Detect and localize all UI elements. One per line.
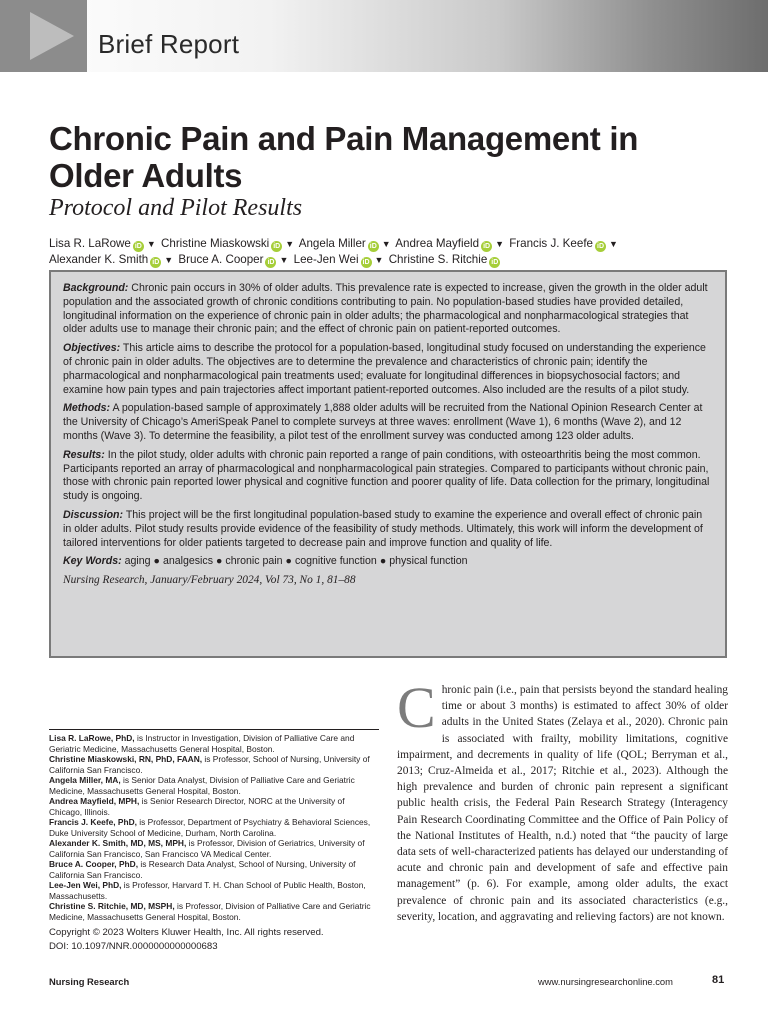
orcid-icon[interactable]: iD <box>597 243 604 250</box>
keyword: cognitive function <box>294 555 377 568</box>
author[interactable]: Christine Miaskowski <box>161 237 270 250</box>
affiliation-item: Christine S. Ritchie, MD, MSPH, is Professor, Division of Palliative Care and Geriatric Medicine, Massachusetts General Hospital, Boston. <box>49 901 371 922</box>
author-line-2 <box>49 252 749 268</box>
orcid-icon[interactable]: iD <box>362 259 370 266</box>
article-subtitle: Protocol and Pilot Results <box>49 195 303 221</box>
abstract-box <box>49 270 727 658</box>
banner-box <box>0 0 87 72</box>
page-number: 81 <box>712 974 725 986</box>
triangle-icon: ▼ <box>495 239 504 249</box>
copyright: Copyright © 2023 Wolters Kluwer Health, Inc. All rights reserved. <box>49 927 324 938</box>
orcid-icon[interactable]: iD <box>267 259 275 266</box>
orcid-icon[interactable]: iD <box>369 243 377 250</box>
author[interactable]: Alexander K. Smith <box>49 253 149 266</box>
author-line-1 <box>49 236 749 252</box>
abstract-objectives: Objectives: This article aims to describe the protocol for a population-based, longitudinal study focused on understanding the experience of chronic pain in older adults. The objectives are to determine the prevalence and characteristics of chronic pain; identify the pharmacological and nonpharmacological pain treatments used; evaluate for longitudinal differences in biopsychosocial factors; and examine how pain types and pain trajectories affect important patient-reported outcomes. Also included are the results of a pilot study. <box>63 342 706 396</box>
footer-url[interactable]: www.nursingresearchonline.com <box>538 976 673 987</box>
author[interactable]: Christine S. Ritchie <box>388 253 488 266</box>
author[interactable]: Bruce A. Cooper <box>178 253 264 266</box>
bullet-icon: ● <box>216 555 223 568</box>
triangle-icon: ▼ <box>164 255 174 265</box>
triangle-icon: ▼ <box>381 239 391 249</box>
keyword: physical function <box>389 555 468 568</box>
affiliation-item: Alexander K. Smith, MD, MS, MPH, is Professor, Division of Geriatrics, University of California San Francisco, San Francisco VA Medical Center. <box>49 838 365 859</box>
citation: Nursing Research, January/February 2024, Vol 73, No 1, 81–88 <box>63 574 356 587</box>
orcid-icon[interactable]: iD <box>134 243 142 250</box>
triangle-icon: ▼ <box>609 239 618 249</box>
keyword: chronic pain <box>225 555 283 568</box>
doi-link[interactable]: DOI: 10.1097/NNR.0000000000000683 <box>49 941 218 952</box>
orcid-icon[interactable]: iD <box>483 243 491 250</box>
triangle-icon: ▼ <box>374 255 384 265</box>
abstract-background: Background: Chronic pain occurs in 30% of older adults. This prevalence rate is expected to increase, given the growth in the older adult population and the associated growth of chronic conditions contributing to pain. No population-based studies have provided detailed, longitudinal information on the experience of chronic pain in older adults; the pharmacological and nonpharmacological strategies that older adults use to manage their chronic pain; and the effect of chronic pain on patient-reported outcomes. <box>63 282 708 336</box>
author[interactable]: Lee-Jen Wei <box>293 253 359 266</box>
author-list <box>49 236 749 268</box>
author[interactable]: Andrea Mayfield <box>395 237 480 250</box>
copyright-block <box>49 926 324 954</box>
orcid-icon[interactable]: iD <box>152 259 160 266</box>
bullet-icon: ● <box>285 555 292 568</box>
header-banner <box>0 0 768 72</box>
abstract-methods: Methods: A population-based sample of approximately 1,888 older adults will be recruited from the National Opinion Research Center at the University of Chicago’s AmeriSpeak Panel to complete surveys at three waves: enrollment (Wave 1), 6 months (Wave 2), and 12 months (Wave 3). To determine the feasibility, a pilot test of the enrollment survey was conducted among 123 older adults. <box>63 402 703 442</box>
orcid-icon[interactable]: iD <box>273 243 281 250</box>
bullet-icon: ● <box>153 555 160 568</box>
affiliation-item: Francis J. Keefe, PhD, is Professor, Department of Psychiatry & Behavioral Sciences, Duke University School of Medicine, Durham, North Carolina. <box>49 817 371 838</box>
abstract-keywords: Key Words: aging ● analgesics ● chronic pain ● cognitive function ● physical function <box>63 555 468 568</box>
affiliation-item: Bruce A. Cooper, PhD, is Research Data Analyst, School of Nursing, University of California San Francisco. <box>49 859 356 880</box>
affiliation-item: Andrea Mayfield, MPH, is Senior Research Director, NORC at the University of Chicago, Illinois. <box>49 796 345 817</box>
author[interactable]: Angela Miller <box>298 237 366 250</box>
section-label: Brief Report <box>98 29 240 59</box>
bullet-icon: ● <box>379 555 387 568</box>
affiliation-item: Lisa R. LaRowe, PhD, is Instructor in Investigation, Division of Palliative Care and Geriatric Medicine, Massachusetts General Hospital, Boston. <box>49 733 355 754</box>
affiliation-item: Angela Miller, MA, is Senior Data Analyst, Division of Palliative Care and Geriatric Medicine, Massachusetts General Hospital, Boston. <box>49 775 355 796</box>
affiliation-item: Lee-Jen Wei, PhD, is Professor, Harvard T. H. Chan School of Public Health, Boston, Massachusetts. <box>49 880 366 901</box>
footer-journal: Nursing Research <box>49 976 130 987</box>
author-affiliations <box>49 729 379 922</box>
triangle-icon: ▼ <box>146 239 156 249</box>
abstract-results: Results: In the pilot study, older adults with chronic pain reported a range of pain conditions, with osteoarthritis being the most common. Participants reported an array of pharmacological and nonpharmacological pain strategies. Compared to participants without chronic pain, those with chronic pain reported lower physical and cognitive function and poorer quality of life. Data collection for the primary, longitudinal study is ongoing. <box>63 448 710 503</box>
triangle-icon: ▼ <box>285 239 295 249</box>
body-text: Chronic pain (i.e., pain that persists beyond the standard healing time or about 3 months) is estimated to affect 30% of older adults in the United States (Zelaya et al., 2020). Chronic pain is associated with frailty, mobility limitations, cognitive impairment, and decrements in quality of life (QOL; Berryman et al., 2013; Cruz-Almeida et al., 2017; Ritchie et al., 2023). Although the high prevalence and burden of chronic pain represent a significant public health crisis, the Federal Pain Research Strategy (Interagency Pain Research Coordinating Committee and the Office of Pain Policy of the National Institutes of Health, n.d.) noted that “the paucity of large data sets of well-characterized patients has delayed our understanding of acute and chronic pain and development of safe and effective pain management” (p. 6). For example, among older adults, the exact prevalence of chronic pain and its associated characteristics (e.g., severity, location, and aggravating and relieving factors) are not known. <box>397 675 728 923</box>
keyword: aging <box>124 555 151 568</box>
author[interactable]: Francis J. Keefe <box>509 237 593 250</box>
arrow-icon <box>30 12 74 60</box>
keyword: analgesics <box>162 555 214 568</box>
drop-cap: C <box>397 675 436 740</box>
author[interactable]: Lisa R. LaRowe <box>49 237 131 250</box>
triangle-icon: ▼ <box>279 255 289 265</box>
orcid-icon[interactable]: iD <box>491 259 499 266</box>
abstract-discussion: Discussion: This project will be the first longitudinal population-based study to examine the experience and overall effect of chronic pain in older adults. Pilot study results provide evidence of the feasibility of study methods. Ultimately, this work will inform the development of tailored interventions for older patients targeted to decrease pain and improve function and quality of life. <box>63 508 703 549</box>
affiliation-item: Christine Miaskowski, RN, PhD, FAAN, is Professor, School of Nursing, University of California San Francisco. <box>49 754 370 775</box>
article-title: Chronic Pain and Pain Management in Older Adults <box>49 120 639 194</box>
